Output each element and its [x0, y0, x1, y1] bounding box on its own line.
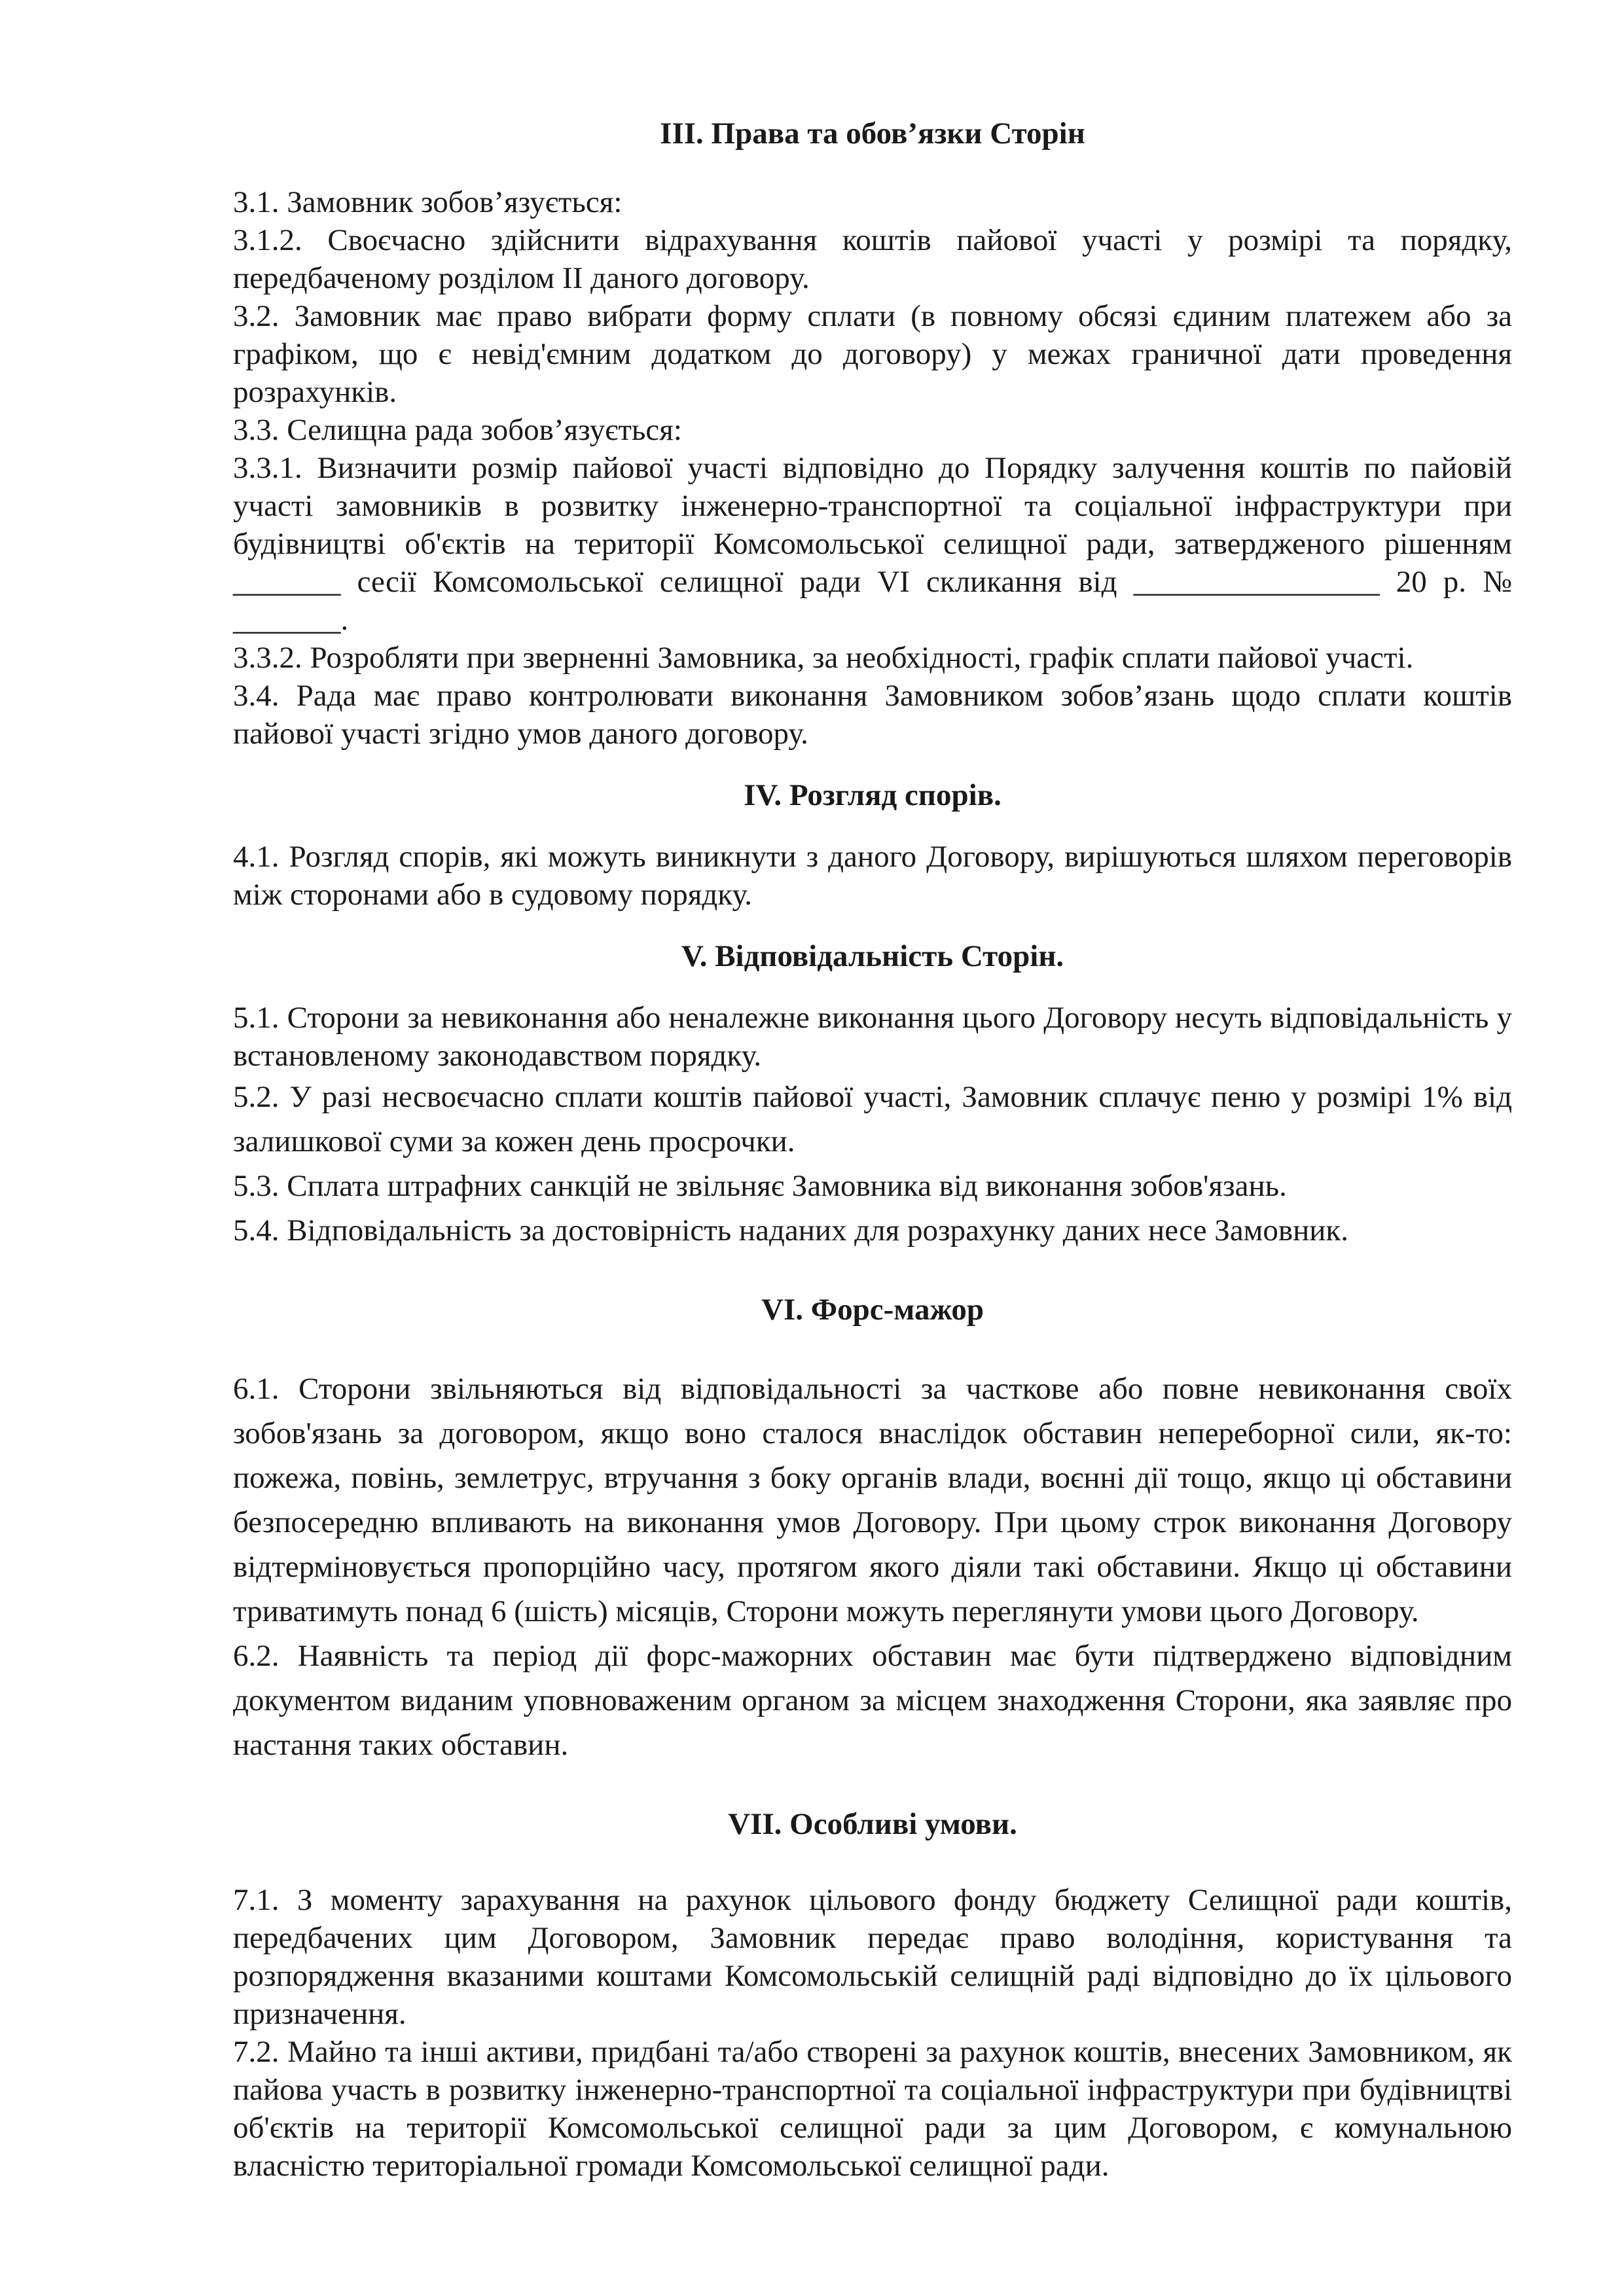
clause-5-4: 5.4. Відповідальність за достовірність наданих для розрахунку даних несе Замовник. — [233, 1213, 1349, 1247]
clause-3-3-2: 3.3.2. Розробляти при зверненні Замовника, за необхідності, графік сплати пайової участі. — [233, 641, 1414, 675]
section-3-heading: ІІІ. Права та обов’язки Сторін — [660, 117, 1085, 151]
section-6-heading: VI. Форс-мажор — [761, 1293, 984, 1327]
section-4-heading: IV. Розгляд спорів. — [744, 778, 1001, 812]
clause-3-1-2: 3.1.2. Своєчасно здійснити відрахування коштів пайової участі у розмірі та порядку, передбаченому розділом ІІ даного договору. — [233, 223, 1512, 295]
clause-3-2: 3.2. Замовник має право вибрати форму сплати (в повному обсязі єдиним платежем або за графіком, що є невід'ємним додатком до договору) у межах граничної дати проведення розрахунків. — [233, 299, 1512, 409]
clause-6-1: 6.1. Сторони звільняються від відповідальності за часткове або повне невиконання своїх зобов'язань за договором, якщо воно сталося внаслідок обставин непереборної сили, як-то: пожежа, повінь, землетрус, втручання з боку органів влади, воєнні дії тощо, якщо ці обставини безпосередню впливають на виконання умов Договору. При цьому строк виконання Договору відтерміновується пропорційно часу, протягом якого діяли такі обставини. Якщо ці обставини триватимуть понад 6 (шість) місяців, Сторони можуть переглянути умови цього Договору. — [233, 1372, 1512, 1628]
clause-5-3: 5.3. Сплата штрафних санкцій не звільняє Замовника від виконання зобов'язань. — [233, 1169, 1287, 1203]
clause-7-2: 7.2. Майно та інші активи, придбані та/або створені за рахунок коштів, внесених Замовником, як пайова участь в розвитку інженерно-транспортної та соціальної інфраструктури при будівництві об'єктів на території Комсомольської селищної ради за цим Договором, є комунальною власністю територіальної громади Комсомольської селищної ради. — [233, 2035, 1512, 2183]
clause-3-3: 3.3. Селищна рада зобов’язується: — [233, 413, 682, 447]
clause-3-1: 3.1. Замовник зобов’язується: — [233, 185, 623, 219]
clause-7-1: 7.1. З моменту зарахування на рахунок цільового фонду бюджету Селищної ради коштів, передбачених цим Договором, Замовник передає право володіння, користування та розпорядження вказаними коштами Комсомольській селищній раді відповідно до їх цільового призначення. — [233, 1883, 1512, 2031]
clause-6-2: 6.2. Наявність та період дії форс-мажорних обставин має бути підтверджено відповідним документом виданим уповноваженим органом за місцем знаходження Сторони, яка заявляє про настання таких обставин. — [233, 1639, 1512, 1762]
section-7-heading: VII. Особливі умови. — [728, 1807, 1017, 1841]
section-5-heading: V. Відповідальність Сторін. — [681, 939, 1064, 973]
clause-5-2: 5.2. У разі несвоєчасно сплати коштів пайової участі, Замовник сплачує пеню у розмірі 1% від залишкової суми за кожен день просрочки. — [233, 1080, 1512, 1158]
clause-5-1: 5.1. Сторони за невиконання або неналежне виконання цього Договору несуть відповідальність у встановленому законодавством порядку. — [233, 1001, 1512, 1073]
clause-4-1: 4.1. Розгляд спорів, які можуть виникнути з даного Договору, вирішуються шляхом переговорів між сторонами або в судовому порядку. — [233, 840, 1512, 912]
clause-3-4: 3.4. Рада має право контролювати виконання Замовником зобов’язань щодо сплати коштів пайової участі згідно умов даного договору. — [233, 679, 1512, 751]
clause-3-3-1: 3.3.1. Визначити розмір пайової участі відповідно до Порядку залучення коштів по пайовій участі замовників в розвитку інженерно-транспортної та соціальної інфраструктури при будівництві об'єктів на території Комсомольської селищної ради, затвердженого рішенням _______ сесії Комсомольської селищної ради VI скликання від ________________ 20 р. № _______. — [233, 451, 1512, 637]
document-page — [233, 115, 1512, 2185]
